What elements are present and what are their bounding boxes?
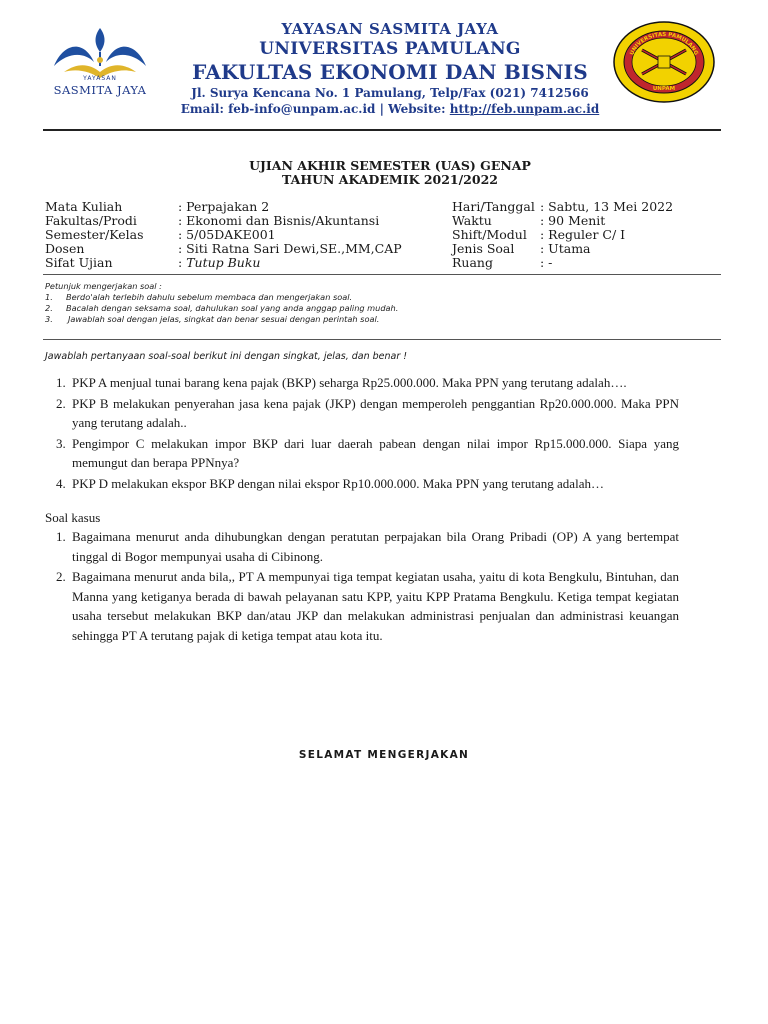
question-item	[45, 394, 679, 433]
info-value: : Ekonomi dan Bisnis/Akuntansi	[178, 213, 380, 228]
university-name: UNIVERSITAS PAMULANG	[259, 39, 521, 59]
instruction-text: Berdo'alah terlebih dahulu sebelum membaca dan mengerjakan soal.	[66, 292, 353, 302]
sasmita-jaya-logo	[44, 22, 156, 102]
email-text: Email: feb-info@unpam.ac.id | Website:	[180, 102, 450, 116]
case-item	[45, 527, 679, 566]
question-item	[45, 373, 679, 393]
closing-text: SELAMAT MENGERJAKAN	[298, 749, 470, 761]
case-text: Bagaimana menurut anda bila,, PT A mempunyai tiga tempat kegiatan usaha, yaitu di kota Bengkulu, Bintuhan, dan Manna yang ketiganya berada di bawah pelayanan satu KPP, yaitu KPP Pratama Bengkulu. Ketiga tempat kegiatan usaha tersebut melakukan BKP dan/atau JKP dan melakukan administrasi penjualan dan administrasi keuangan sehingga PT A terutang pajak di ketiga tempat atau kota itu.	[72, 569, 679, 643]
info-label: Dosen	[45, 241, 85, 256]
info-value	[178, 256, 261, 270]
contact-line	[160, 102, 620, 117]
info-value: : 5/05DAKE001	[178, 227, 276, 242]
svg-text:UNIVERSITAS PAMULANG	[629, 32, 699, 57]
case-number: 1.	[56, 529, 66, 544]
info-value: : Sabtu, 13 Mei 2022	[540, 199, 674, 214]
info-value: : Reguler C/ I	[540, 227, 626, 242]
seal-lettering	[612, 20, 716, 104]
question-number: 4.	[56, 475, 66, 491]
question-text: PKP A menjual tunai barang kena pajak (BKP) seharga Rp25.000.000. Maka PPN yang terutang adalah….	[72, 375, 627, 390]
question-number: 3.	[56, 435, 66, 451]
info-value: : -	[540, 255, 553, 270]
info-label: Hari/Tanggal	[452, 199, 535, 214]
case-number: 2.	[56, 569, 66, 584]
instruction-text: Jawablah soal dengan jelas, singkat dan benar sesuai dengan perintah soal.	[68, 314, 380, 324]
info-value: : 90 Menit	[540, 213, 606, 228]
info-label: Shift/Modul	[452, 227, 527, 242]
info-label: Waktu	[452, 213, 492, 228]
info-label: Mata Kuliah	[45, 199, 123, 214]
instruction-num: 2.	[45, 303, 53, 313]
instructions-divider	[43, 339, 721, 340]
info-label: Jenis Soal	[452, 241, 515, 256]
question-text: PKP B melakukan penyerahan jasa kena pajak (JKP) dengan memperoleh penggantian Rp20.000.000. Maka PPN yang terutang adalah..	[72, 395, 679, 430]
questions-lead: Jawablah pertanyaan soal-soal berikut ini dengan singkat, jelas, dan benar !	[45, 351, 408, 362]
info-value: : Perpajakan 2	[178, 199, 270, 214]
info-colon: :	[178, 255, 187, 270]
question-list	[45, 373, 679, 494]
exam-title: UJIAN AKHIR SEMESTER (UAS) GENAP	[249, 158, 531, 173]
address-line: Jl. Surya Kencana No. 1 Pamulang, Telp/Fax (021) 7412566	[191, 86, 589, 100]
instruction-num: 3.	[45, 314, 53, 324]
logo-small-text: YAYASAN	[83, 75, 117, 82]
question-text: Pengimpor C melakukan impor BKP dari luar daerah pabean dengan nilai impor Rp15.000.000. Siapa yang memungut dan berapa PPNnya?	[72, 435, 679, 470]
info-label: Semester/Kelas	[45, 227, 144, 242]
letterhead	[160, 20, 620, 117]
question-number: 1.	[56, 375, 66, 390]
question-text: PKP D melakukan ekspor BKP dengan nilai ekspor Rp10.000.000. Maka PPN yang terutang adalah…	[72, 475, 604, 491]
info-label: Sifat Ujian	[45, 255, 113, 270]
foundation-name: YAYASAN SASMITA JAYA	[281, 20, 499, 38]
seal-bottom-text: UNPAM	[652, 86, 676, 92]
case-section-label: Soal kasus	[45, 510, 101, 525]
info-value: : Siti Ratna Sari Dewi,SE.,MM,CAP	[178, 241, 402, 256]
info-label: Ruang	[452, 255, 493, 270]
website-link[interactable]: http://feb.unpam.ac.id	[449, 102, 600, 116]
case-text: Bagaimana menurut anda dihubungkan dengan peratutan perpajakan bila Orang Pribadi (OP) A yang bertempat tinggal di Bogor mempunyai usaha di Cibinong.	[72, 529, 679, 564]
case-list	[45, 527, 679, 646]
seal-top-text: UNIVERSITAS PAMULANG	[629, 31, 699, 57]
unpam-seal	[612, 20, 716, 104]
info-divider	[43, 274, 721, 275]
logo-name-text: SASMITA JAYA	[53, 83, 147, 97]
academic-year: TAHUN AKADEMIK 2021/2022	[282, 172, 498, 187]
instructions-heading: Petunjuk mengerjakan soal :	[45, 281, 162, 291]
header-divider	[43, 129, 721, 131]
question-number: 2.	[56, 395, 66, 411]
info-label: Fakultas/Prodi	[45, 213, 137, 228]
case-item	[45, 567, 679, 645]
instruction-num: 1.	[45, 292, 53, 302]
instruction-text: Bacalah dengan seksama soal, dahulukan soal yang anda anggap paling mudah.	[66, 303, 399, 313]
faculty-name: FAKULTAS EKONOMI DAN BISNIS	[192, 60, 588, 84]
info-value: : Utama	[540, 241, 591, 256]
exam-mode: Tutup Buku	[186, 255, 261, 270]
question-item	[45, 434, 679, 473]
question-item	[45, 474, 679, 494]
